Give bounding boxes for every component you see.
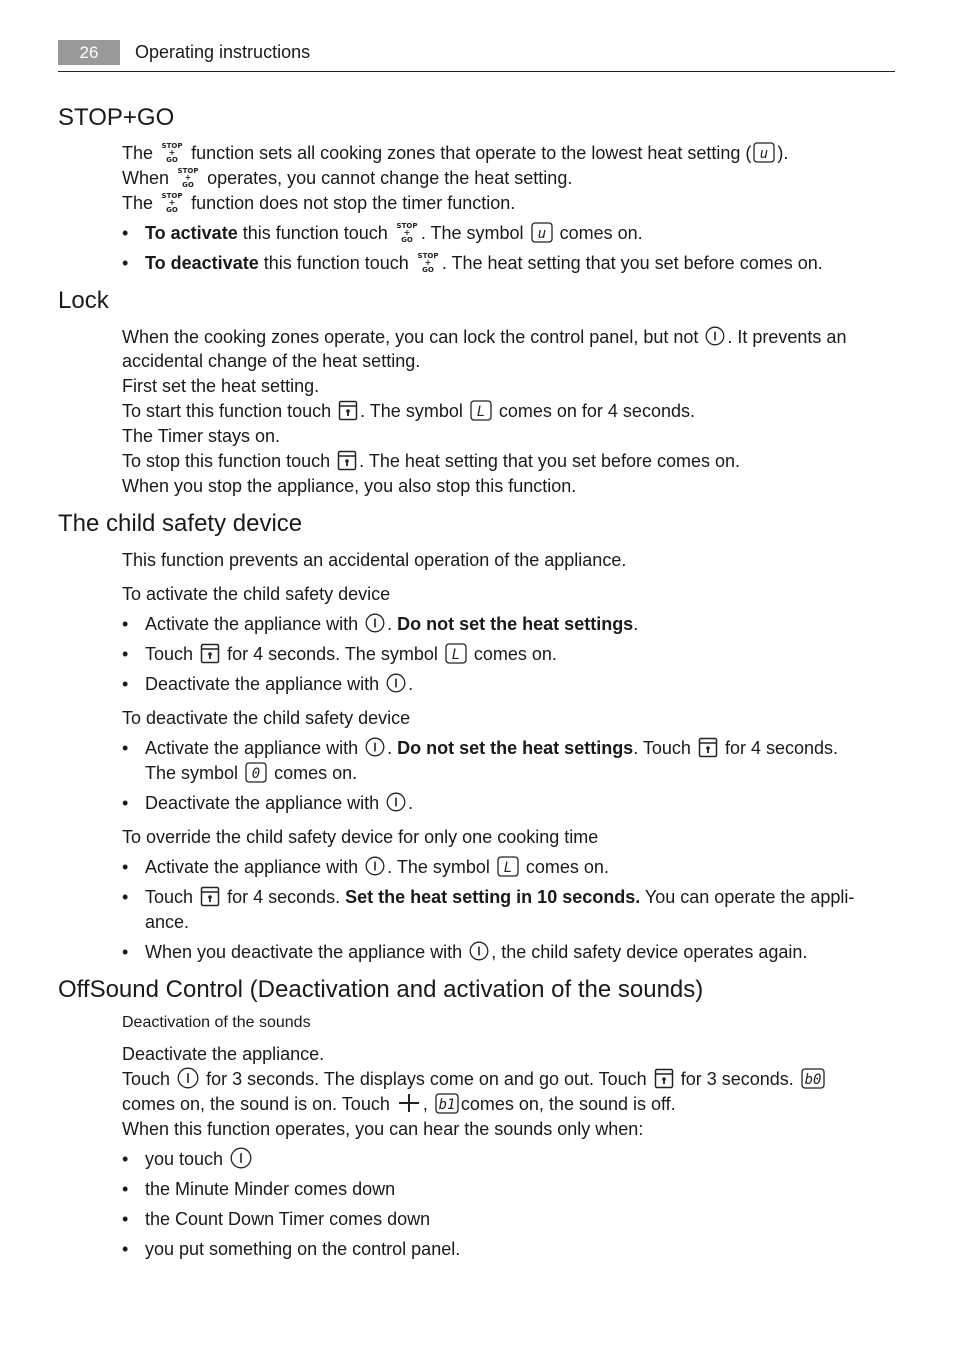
list-item-continuation: The symbol 0 comes on. bbox=[145, 763, 358, 783]
lock-line-7: When you stop the appliance, you also stop this function. bbox=[122, 476, 577, 496]
lock-line-6: To stop this function touch . The heat setting that you set before comes on. bbox=[122, 451, 741, 471]
list-item: • Touch for 4 seconds. The symbol L comes on. bbox=[122, 642, 557, 667]
bullet: • bbox=[122, 644, 129, 664]
stopgo-line-1: The STOP + GO function sets all cooking zones that operate to the lowest heat setting ( u ). bbox=[122, 142, 789, 164]
plus-icon bbox=[397, 1093, 421, 1113]
child-intro: This function prevents an accidental operation of the appliance. bbox=[122, 550, 627, 570]
child-override-title: To override the child safety device for only one cooking time bbox=[122, 827, 599, 847]
list-item: • Touch for 4 seconds. Set the heat setting in 10 seconds. You can operate the appli- bbox=[122, 885, 854, 910]
offsound-line-4: When this function operates, you can hear the sounds only when: bbox=[122, 1119, 644, 1139]
page-header bbox=[58, 40, 895, 72]
key-lock-icon bbox=[337, 450, 357, 471]
stopgo-line-2: When STOP + GO operates, you cannot change the heat setting. bbox=[122, 167, 573, 189]
bullet: • bbox=[122, 1239, 129, 1259]
bullet: • bbox=[122, 614, 129, 634]
section-heading-lock: Lock bbox=[58, 287, 109, 314]
stop-go-icon bbox=[395, 221, 419, 243]
power-icon bbox=[177, 1067, 199, 1089]
offsound-line-2: Touch for 3 seconds. The displays come on and go out. Touch for 3 seconds. b0 bbox=[122, 1067, 827, 1092]
header-title: Operating instructions bbox=[135, 42, 311, 62]
offsound-subheading: Deactivation of the sounds bbox=[122, 1014, 311, 1031]
list-item: • To deactivate this function touch STOP + GO . The heat setting that you set before comes on. bbox=[122, 251, 823, 276]
display-symbol-icon bbox=[435, 1093, 459, 1114]
svg-text:+: + bbox=[168, 148, 176, 158]
bullet: • bbox=[122, 1209, 129, 1229]
svg-text:+: + bbox=[168, 198, 176, 208]
list-item: • the Minute Minder comes down bbox=[122, 1177, 395, 1202]
bullet: • bbox=[122, 887, 129, 907]
bullet: • bbox=[122, 738, 129, 758]
svg-text:b0: b0 bbox=[804, 1071, 822, 1088]
bullet: • bbox=[122, 1179, 129, 1199]
svg-text:GO: GO bbox=[166, 206, 178, 214]
bullet: • bbox=[122, 223, 129, 243]
bullet: • bbox=[122, 942, 129, 962]
list-item: • To activate this function touch STOP + GO . The symbol u comes on. bbox=[122, 221, 643, 246]
section-heading-stopgo: STOP+GO bbox=[58, 104, 175, 131]
power-icon bbox=[365, 856, 385, 876]
offsound-line-3: comes on, the sound is on. Touch , b1 comes on, the sound is off. bbox=[122, 1094, 676, 1114]
list-item: • Activate the appliance with . The symbol L comes on. bbox=[122, 855, 609, 880]
svg-text:L: L bbox=[451, 646, 461, 663]
stop-go-icon bbox=[160, 191, 184, 213]
svg-text:u: u bbox=[537, 225, 546, 242]
lock-line-2: accidental change of the heat setting. bbox=[122, 351, 421, 371]
list-item: • Activate the appliance with . Do not set the heat settings. Touch for 4 seconds. bbox=[122, 736, 838, 761]
child-activate-title: To activate the child safety device bbox=[122, 584, 391, 604]
display-symbol-icon bbox=[445, 643, 467, 664]
display-symbol-icon bbox=[245, 762, 267, 783]
list-item: • Deactivate the appliance with . bbox=[122, 672, 413, 697]
svg-text:GO: GO bbox=[166, 156, 178, 164]
svg-text:+: + bbox=[424, 258, 432, 268]
power-icon bbox=[230, 1147, 252, 1169]
stopgo-line-3: The STOP + GO function does not stop the timer function. bbox=[122, 192, 516, 214]
key-lock-icon bbox=[338, 400, 358, 421]
list-item: • Deactivate the appliance with . bbox=[122, 791, 413, 816]
power-icon bbox=[365, 613, 385, 633]
lock-line-3: First set the heat setting. bbox=[122, 376, 320, 396]
bullet: • bbox=[122, 857, 129, 877]
display-symbol-icon bbox=[753, 142, 775, 163]
key-lock-icon bbox=[698, 737, 718, 758]
svg-text:STOP: STOP bbox=[161, 192, 183, 201]
lock-line-5: The Timer stays on. bbox=[122, 426, 281, 446]
key-lock-icon bbox=[200, 886, 220, 907]
bullet: • bbox=[122, 253, 129, 273]
svg-text:STOP: STOP bbox=[161, 142, 183, 151]
section-heading-offsound: OffSound Control (Deactivation and activation of the sounds) bbox=[58, 976, 704, 1003]
stop-go-icon bbox=[416, 251, 440, 273]
svg-text:STOP: STOP bbox=[177, 167, 199, 176]
svg-text:b1: b1 bbox=[438, 1096, 456, 1113]
child-deactivate-title: To deactivate the child safety device bbox=[122, 708, 411, 728]
svg-text:+: + bbox=[184, 173, 192, 183]
svg-text:STOP: STOP bbox=[396, 222, 418, 231]
display-symbol-icon bbox=[531, 222, 553, 243]
key-lock-icon bbox=[200, 643, 220, 664]
svg-text:u: u bbox=[760, 145, 769, 162]
power-icon bbox=[469, 941, 489, 961]
stop-go-icon bbox=[176, 166, 200, 188]
power-icon bbox=[386, 792, 406, 812]
lock-line-1: When the cooking zones operate, you can lock the control panel, but not . It prevents an bbox=[122, 327, 847, 347]
power-icon bbox=[705, 326, 725, 346]
section-heading-child-safety: The child safety device bbox=[58, 510, 303, 537]
list-item: • When you deactivate the appliance with , the child safety device operates again. bbox=[122, 940, 807, 965]
bullet: • bbox=[122, 674, 129, 694]
list-item: • you touch bbox=[122, 1147, 254, 1172]
svg-text:GO: GO bbox=[182, 181, 194, 189]
svg-text:0: 0 bbox=[251, 765, 261, 782]
power-icon bbox=[386, 673, 406, 693]
bullet: • bbox=[122, 1149, 129, 1169]
stop-go-icon bbox=[160, 141, 184, 163]
svg-text:GO: GO bbox=[400, 236, 413, 244]
display-symbol-icon bbox=[470, 400, 492, 421]
list-item: • Activate the appliance with . Do not set the heat settings. bbox=[122, 612, 638, 637]
svg-text:L: L bbox=[503, 859, 513, 876]
list-item-continuation: ance. bbox=[145, 912, 190, 932]
display-symbol-icon bbox=[801, 1068, 825, 1089]
svg-text:+: + bbox=[403, 228, 411, 238]
list-item: • the Count Down Timer comes down bbox=[122, 1207, 430, 1232]
svg-text:L: L bbox=[476, 403, 486, 420]
bullet: • bbox=[122, 793, 129, 813]
list-item: • you put something on the control panel. bbox=[122, 1237, 460, 1262]
power-icon bbox=[365, 737, 385, 757]
key-lock-icon bbox=[654, 1068, 674, 1089]
page-number: 26 bbox=[58, 40, 120, 65]
svg-text:STOP: STOP bbox=[417, 252, 439, 261]
offsound-line-1: Deactivate the appliance. bbox=[122, 1044, 325, 1064]
svg-text:GO: GO bbox=[421, 266, 434, 274]
display-symbol-icon bbox=[497, 856, 519, 877]
lock-line-4: To start this function touch . The symbol L comes on for 4 seconds. bbox=[122, 401, 695, 421]
